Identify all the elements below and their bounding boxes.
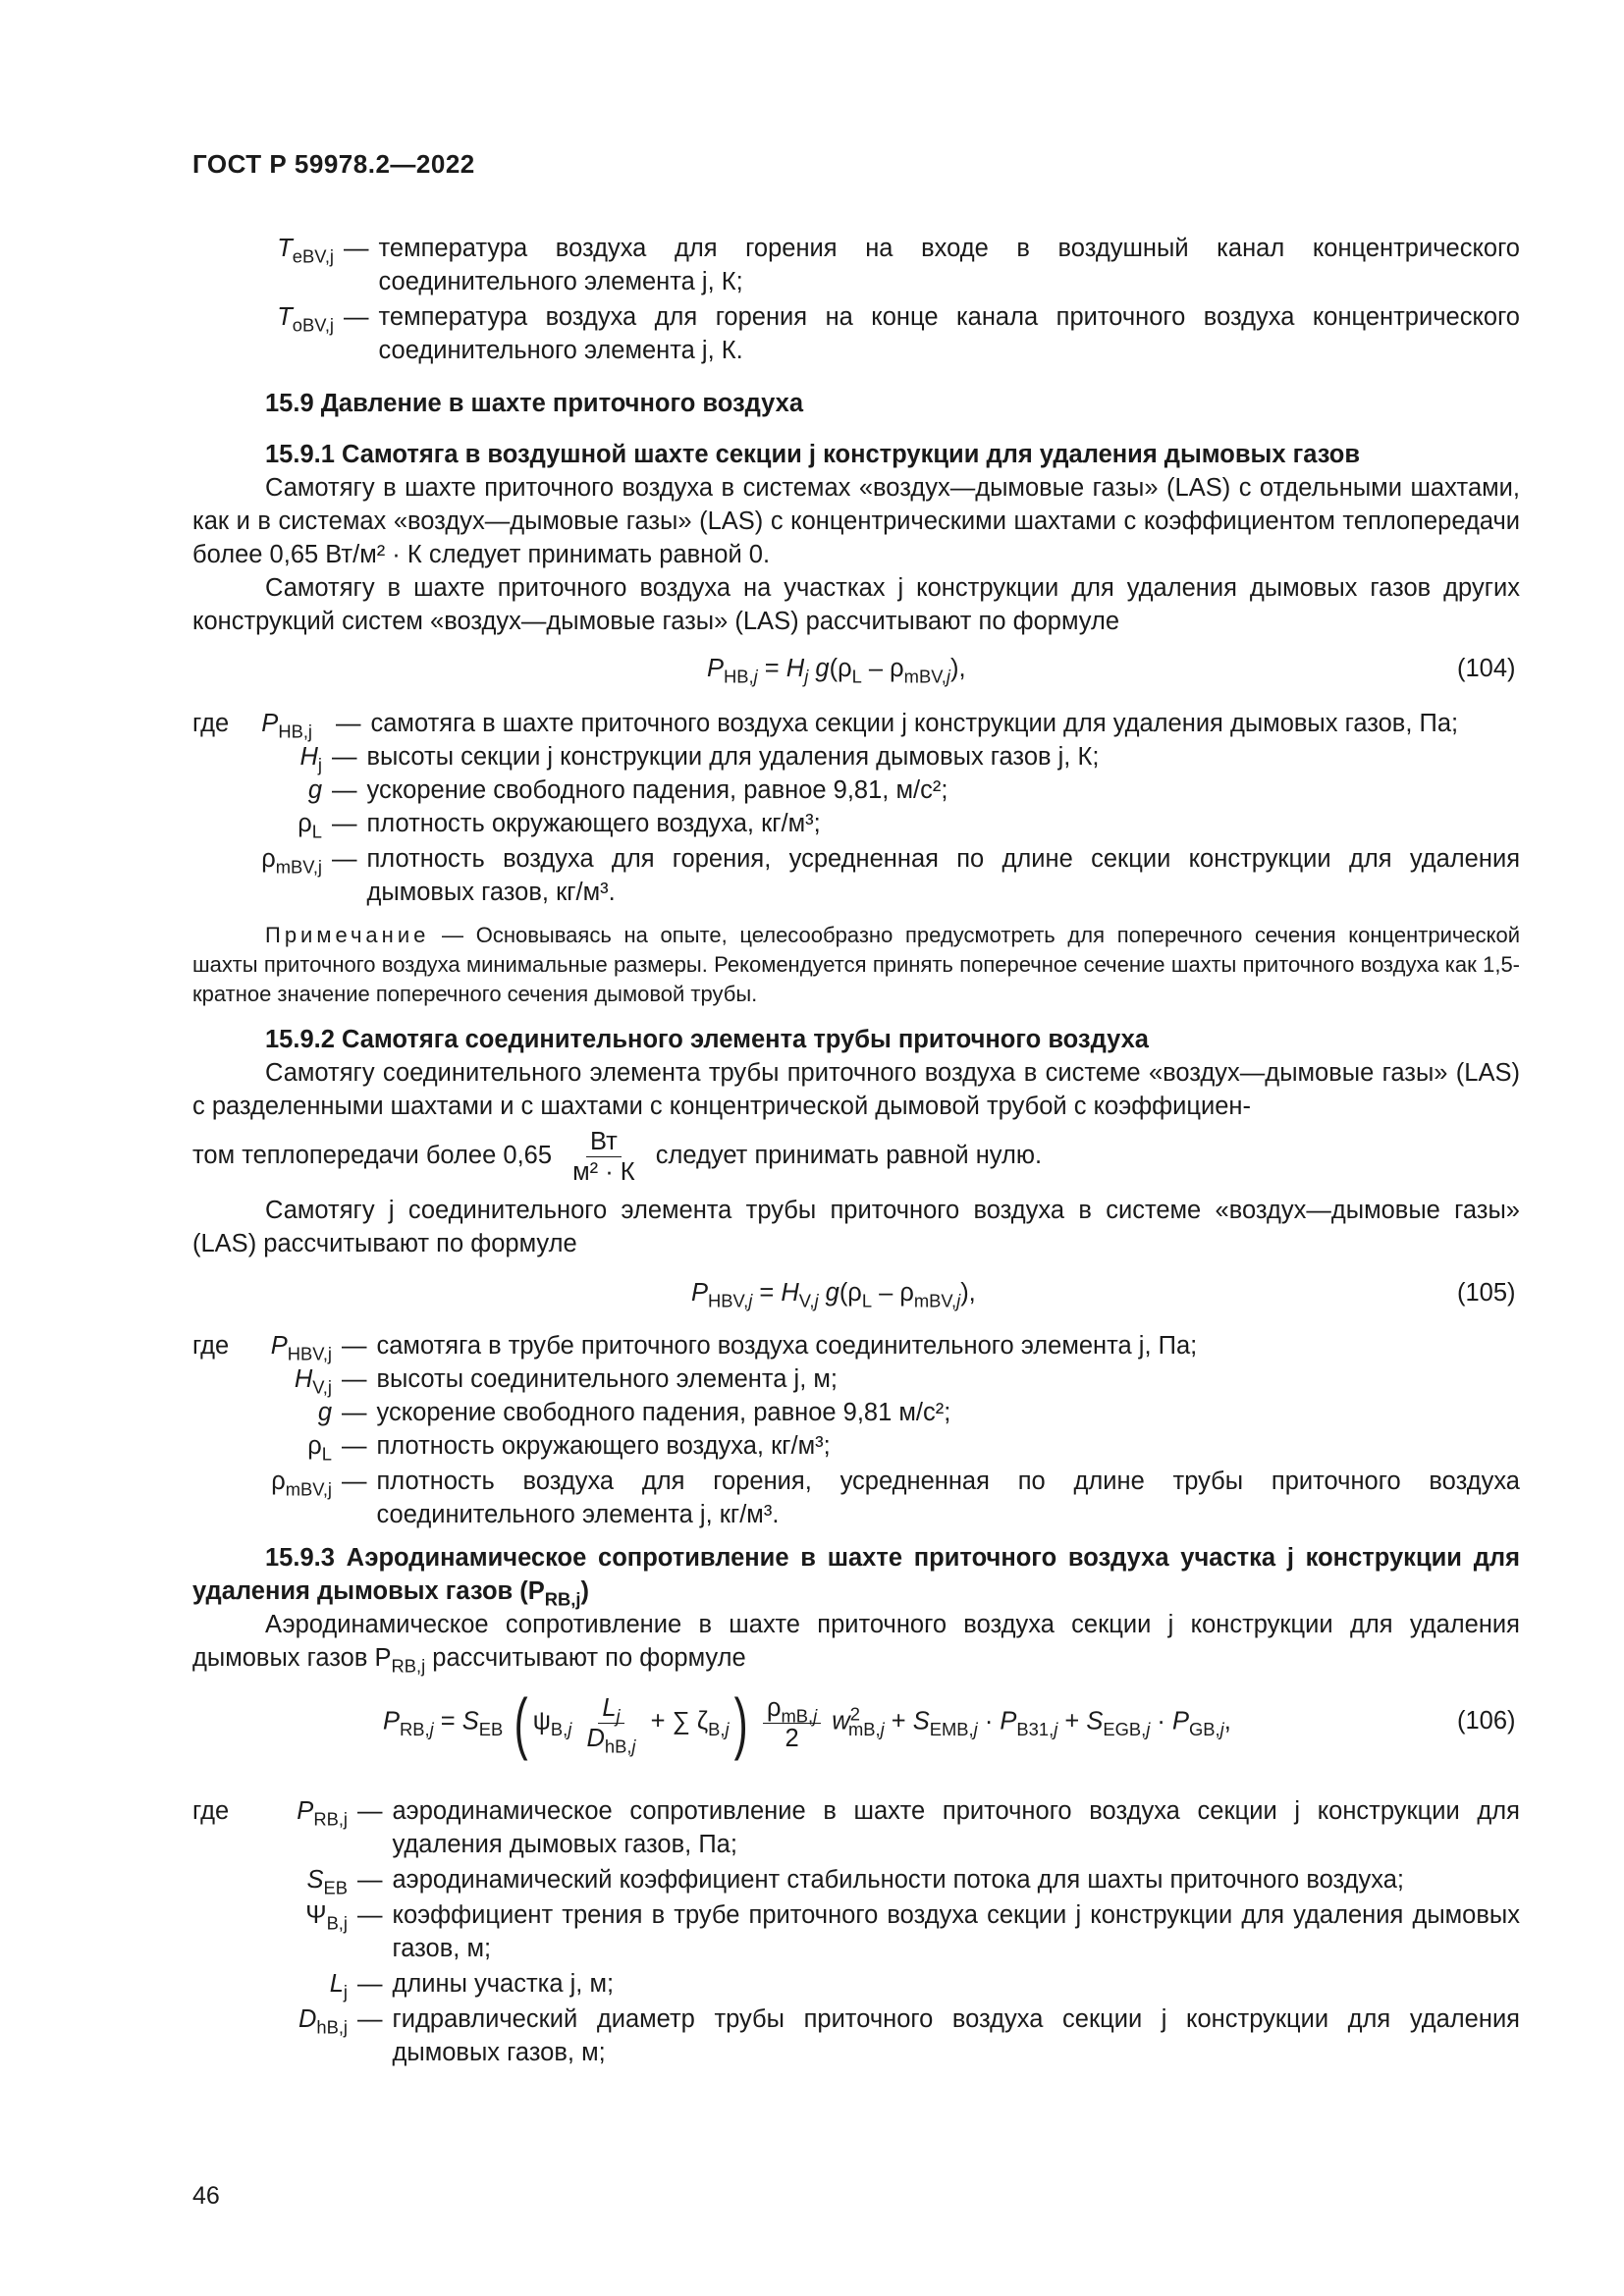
paragraph: Аэродинамическое сопротивление в шахте приточного воздуха секции j конструкции для удаления дымовых газов $P_{RB,j}$ рассчитывают по формуле [192,1611,1520,1677]
where-label: где [192,710,230,737]
definition-row: $D_{hB,j}$ — гидравлический диаметр трубы приточного воздуха секции j конструкции для удаления дымовых газов, м; [192,2002,1520,2069]
definition-text: ускорение свободного падения, равное 9,81, м/с²; [366,776,948,804]
section-heading-15-9-1: 15.9.1 Самотяга в воздушной шахте секции j конструкции для удаления дымовых газов [265,441,1361,468]
paragraph: Самотягу в шахте приточного воздуха на участках j конструкции для удаления дымовых газов других конструкций систем «воздух—дымовые газы» (LAS) рассчитывают по формуле [192,574,1520,635]
definition-text: высоты соединительного элемента j, м; [376,1365,838,1393]
definition-row: $T_{oBV,j}$ — температура воздуха для горения на конце канала приточного воздуха концентрического соединительного элемента j, К. [192,300,1520,367]
definition-row: $L_j$ — длины участка j, м; [192,1967,1520,2001]
definition-text: аэродинамический коэффициент стабильности потока для шахты приточного воздуха; [392,1866,1404,1894]
definition-text: самотяга в трубе приточного воздуха соединительного элемента j, Па; [376,1332,1198,1360]
paragraph: Самотягу j соединительного элемента трубы приточного воздуха в системе «воздух—дымовые газы» (LAS) рассчитывают по формуле [192,1197,1520,1257]
definition-symbol: $T_{eBV,j}$ [277,235,334,267]
definition-text: плотность воздуха для горения, усредненная по длине трубы приточного воздуха соединительного элемента j, кг/м³. [376,1468,1520,1528]
equation-number: (104) [1457,655,1516,682]
definition-row: $P_{HBV,j}$ — самотяга в трубе приточного воздуха соединительного элемента j, Па; [192,1329,1520,1362]
definition-row: $\rho_{mBV,j}$ — плотность воздуха для горения, усредненная по длине трубы приточного воздуха соединительного элемента j, кг/м³. [192,1465,1520,1531]
document-header: ГОСТ Р 59978.2—2022 [192,149,475,179]
section-heading-15-9: 15.9 Давление в шахте приточного воздуха [265,390,804,417]
definition-text: температура воздуха для горения на конце канала приточного воздуха концентрического соединительного элемента j, К. [378,303,1520,364]
definition-row: $H_j$ — высоты секции j конструкции для удаления дымовых газов j, К; [192,740,1520,774]
definition-row: $\rho_L$ — плотность окружающего воздуха, кг/м³; [192,1429,1520,1463]
formula-106: $P_{RB,j} = S_{EB}$ ( $\psi_{B,j}$ $\frac{L_j}{D_{hB,j}}$ + ∑ $\zeta_{B,j}$) $\frac{\rho_{mB,j}}{2}$ $w^2_{mB,j} + S_{EMB,j} \cdot P_{B31,j} + S_{EGB,j} \cdot P_{GB,j}$, [383,1684,1231,1761]
definition-symbol: $T_{oBV,j}$ [277,303,334,336]
note: Примечание — Основываясь на опыте, целесообразно предусмотреть для поперечного сечения концентрической шахты приточного воздуха минимальные размеры. Рекомендуется принять поперечное сечение шахты приточного воздуха как 1,5-кратное значение поперечного сечения дымовой трубы. [192,923,1520,1006]
definition-text: температура воздуха для горения на входе в воздушный канал концентрического соединительного элемента j, К; [378,235,1520,295]
section-heading-15-9-3: 15.9.3 Аэродинамическое сопротивление в шахте приточного воздуха участка j конструкции для удаления дымовых газов $(P_{RB,j})$ [192,1544,1520,1610]
definition-row: $P_{RB,j}$ — аэродинамическое сопротивление в шахте приточного воздуха секции j конструкции для удаления дымовых газов, Па; [192,1794,1520,1861]
definition-row: $T_{eBV,j}$ — температура воздуха для горения на входе в воздушный канал концентрического соединительного элемента j, К; [192,232,1520,298]
definition-row: $\Psi_{B,j}$ — коэффициент трения в трубе приточного воздуха секции j конструкции для удаления дымовых газов, м; [192,1898,1520,1965]
definition-text: длины участка j, м; [392,1970,615,1998]
definition-row: $S_{EB}$ — аэродинамический коэффициент стабильности потока для шахты приточного воздуха; [192,1863,1520,1896]
definition-row: g — ускорение свободного падения, равное 9,81 м/с²; [192,1396,1520,1429]
section-heading-15-9-2: 15.9.2 Самотяга соединительного элемента трубы приточного воздуха [265,1026,1149,1053]
definition-text: гидравлический диаметр трубы приточного воздуха секции j конструкции для удаления дымовых газов, м; [392,2005,1520,2066]
page-number: 46 [192,2182,220,2210]
definition-text: плотность воздуха для горения, усредненная по длине секции конструкции для удаления дымовых газов, кг/м³. [366,845,1520,906]
formula-104: $P_{HB,j} = H_j$ $g(\rho_L - \rho_{mBV,j})$, [707,655,966,687]
definition-row: $H_{V,j}$ — высоты соединительного элемента j, м; [192,1362,1520,1396]
definition-text: плотность окружающего воздуха, кг/м³; [366,810,821,837]
equation-number: (106) [1457,1707,1516,1735]
definition-row: $P_{HB,j}$ — самотяга в шахте приточного воздуха секции j конструкции для удаления дымовых газов, Па; [192,707,1520,740]
definition-text: ускорение свободного падения, равное 9,81 м/с²; [376,1399,951,1426]
definition-text: аэродинамическое сопротивление в шахте приточного воздуха секции j конструкции для удаления дымовых газов, Па; [392,1797,1520,1858]
definition-row: $\rho_{mBV,j}$ — плотность воздуха для горения, усредненная по длине секции конструкции для удаления дымовых газов, кг/м³. [192,842,1520,909]
definition-text: плотность окружающего воздуха, кг/м³; [376,1432,831,1460]
definition-text: высоты секции j конструкции для удаления дымовых газов j, К; [366,743,1100,771]
paragraph: Самотягу в шахте приточного воздуха в системах «воздух—дымовые газы» (LAS) с отдельными шахтами, как и в системах «воздух—дымовые газы» (LAS) с концентрическими шахтами с коэффициентом теплопередачи более 0,65 Вт/м² · К следует принимать равной 0. [192,474,1520,568]
where-label: где [192,1797,230,1825]
definition-text: самотяга в шахте приточного воздуха секции j конструкции для удаления дымовых газов, Па; [370,710,1459,737]
definition-row: g — ускорение свободного падения, равное 9,81, м/с²; [192,774,1520,807]
definition-text: коэффициент трения в трубе приточного воздуха секции j конструкции для удаления дымовых газов, м; [392,1901,1520,1962]
equation-number: (105) [1457,1279,1516,1307]
definition-row: $\rho_L$ — плотность окружающего воздуха, кг/м³; [192,807,1520,840]
paragraph: Самотягу соединительного элемента трубы приточного воздуха в системе «воздух—дымовые газы» (LAS) с разделенными шахтами и с шахтами с концентрической дымовой трубой с коэффициен- [192,1059,1520,1120]
formula-105: $P_{HBV,j} = H_{V,j}$ $g(\rho_L - \rho_{mBV,j})$, [691,1279,976,1311]
paragraph-with-fraction: том теплопередачи более 0,65 $\frac{Вт}{\text{м² · К}}$ следует принимать равной нулю. [192,1128,1043,1186]
where-label: где [192,1332,230,1360]
